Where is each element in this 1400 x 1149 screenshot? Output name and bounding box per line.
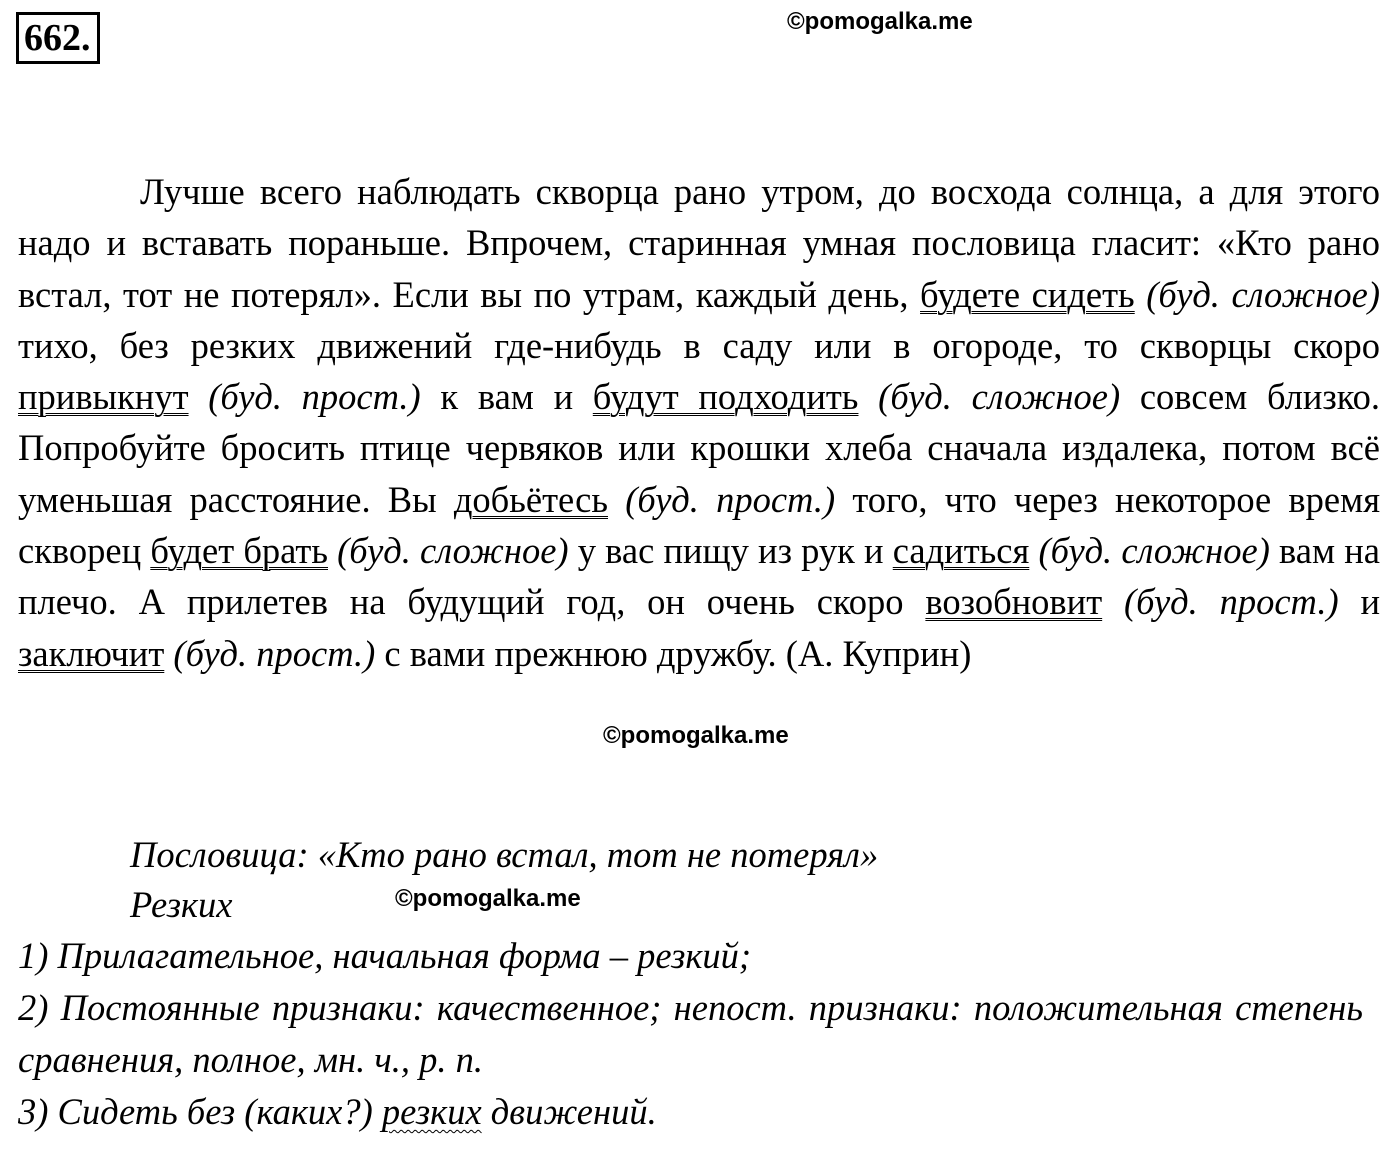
analysis-line-3-prefix: 3) Сидеть без (каких?)	[18, 1091, 382, 1132]
word-heading: Резких	[130, 884, 233, 925]
watermark: ©pomogalka.me	[395, 885, 581, 912]
future-verb: заключит	[18, 632, 165, 674]
future-verb: будет брать	[150, 530, 328, 572]
future-verb: добьётесь	[453, 478, 608, 520]
passage-segment	[189, 376, 209, 417]
tense-note: (буд. сложное)	[878, 376, 1121, 418]
future-verb: возобновит	[925, 581, 1103, 623]
future-verb: привыкнут	[18, 376, 189, 418]
tense-note: (буд. прост.)	[1124, 581, 1339, 623]
passage-segment: того, что через некоторое время скворец	[18, 478, 1380, 572]
watermark: ©pomogalka.me	[787, 8, 973, 35]
watermark: ©pomogalka.me	[603, 722, 789, 749]
future-verb: садиться	[892, 530, 1030, 572]
passage-segment	[1135, 274, 1147, 315]
tense-note: (буд. прост.)	[208, 376, 421, 418]
tense-note: (буд. прост.)	[625, 478, 836, 520]
passage-text	[18, 166, 1380, 679]
proverb-line: Пословица: «Кто рано встал, тот не потерял»	[130, 834, 879, 875]
passage-segment: Лучше всего наблюдать скворца рано утром, до восхода солнца, а для этого надо и вставать пораньше. Впрочем, старинная умная пословица гласит: «Кто рано встал, тот не потерял». Если вы по утрам, каждый день,	[18, 171, 1380, 315]
analysis-line-3-word: резких	[381, 1091, 482, 1132]
passage-segment	[858, 376, 878, 417]
passage-segment: с вами прежнюю дружбу. (А. Куприн)	[375, 632, 972, 674]
analysis-line-3-suffix: движений.	[481, 1091, 657, 1132]
passage-segment: у вас пищу из рук и	[568, 530, 893, 572]
tense-note: (буд. сложное)	[1146, 273, 1381, 315]
analysis-line-2: 2) Постоянные признаки: качественное; непост. признаки: положительная степень сравнения, полное, мн. ч., р. п.	[18, 987, 1363, 1080]
passage-segment: и	[1338, 581, 1381, 623]
exercise-number: 662.	[16, 12, 100, 64]
tense-note: (буд. сложное)	[1038, 530, 1270, 572]
passage-segment: к вам и	[420, 376, 593, 418]
tense-note: (буд. сложное)	[337, 530, 569, 572]
future-verb: будете сидеть	[920, 273, 1135, 315]
analysis-line-1: 1) Прилагательное, начальная форма – резкий;	[18, 935, 752, 976]
morphological-analysis	[18, 930, 1363, 1138]
passage-segment	[608, 479, 625, 520]
future-verb: будут подходить	[592, 376, 859, 418]
passage-segment	[1102, 581, 1124, 622]
analysis-line-3	[18, 1086, 1363, 1138]
passage-segment	[328, 530, 337, 571]
tense-note: (буд. прост.)	[173, 632, 376, 674]
passage-segment: вам на плечо. А прилетев на будущий год, он очень скоро	[18, 530, 1380, 623]
passage-segment: тихо, без резких движений где-нибудь в саду или в огороде, то скворцы скоро	[18, 324, 1380, 366]
passage-segment: совсем близко. Попробуйте бросить птице червяков или крошки хлеба сначала издалека, потом всё уменьшая расстояние. Вы	[18, 376, 1381, 520]
